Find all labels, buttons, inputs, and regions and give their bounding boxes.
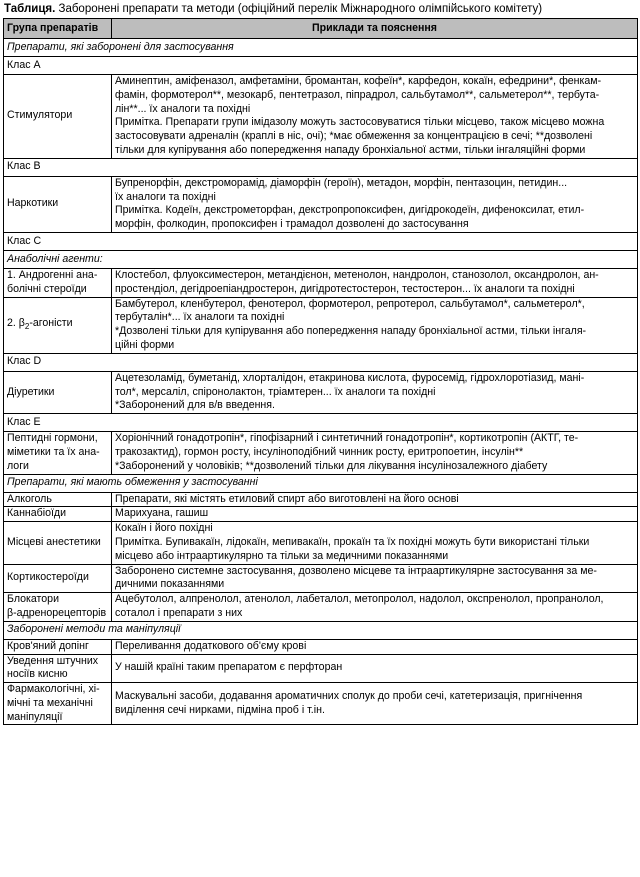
table-row: [4, 492, 638, 507]
group-cell: [4, 492, 112, 507]
group-name-line: 2. $\beta_2$-агоністи: [7, 316, 73, 331]
examples-line: тракозактид), гормон росту, інсуліноподібний чинник росту, еритропоетин, інсулін**: [115, 445, 524, 458]
table-row: [4, 371, 638, 413]
examples-line: Бупренорфін, декстроморамід, діаморфін (героїн), метадон, морфін, пентазоцин, петидин...: [115, 176, 568, 189]
group-cell: [4, 522, 112, 564]
caption-text: Заборонені препарати та методи (офіційний перелік Міжнародного олімпійського комітету): [55, 3, 543, 15]
examples-cell: [112, 654, 638, 683]
section-row: [4, 57, 638, 75]
group-name-line: носіїв кисню: [7, 668, 68, 681]
examples-line: *Заборонений для в/в введення.: [115, 399, 275, 412]
examples-cell: [112, 593, 638, 622]
examples-line: Заборонено системне застосування, дозволено місцеве та інтраартикулярне застосування за ме-: [115, 564, 597, 577]
group-cell: [4, 432, 112, 474]
group-cell: [4, 176, 112, 232]
examples-line: Аминептин, аміфеназол, амфетаміни, бромантан, кофеїн*, карфедон, кокаїн, ефедрини*, фенкам-: [115, 75, 602, 87]
examples-line: лін**... їх аналоги та похідні: [115, 102, 251, 115]
examples-line: застосовувати адреналін (краплі в ніс, очі); *має обмеження за концентрацією в сечі; **дозволені: [115, 130, 593, 143]
examples-cell: [112, 507, 638, 522]
group-cell: [4, 593, 112, 622]
examples-line: Ацебутолол, алпренолол, атенолол, лабеталол, метопролол, надолол, окспренолол, пропранолол,: [115, 593, 604, 606]
table-header-row: [4, 19, 638, 39]
examples-line: місцево або інтраартикулярно та тільки за медичними показаннями: [115, 549, 449, 562]
group-name-line: Уведення штучних: [7, 654, 99, 667]
examples-cell: [112, 639, 638, 654]
examples-cell: [112, 268, 638, 297]
examples-cell: [112, 522, 638, 564]
examples-line: *Дозволені тільки для купірування або попередження нападу бронхіальної астми, тільки інгаля-: [115, 325, 587, 338]
examples-line: Кокаїн і його похідні: [115, 522, 213, 535]
group-name-line: Стимулятори: [7, 109, 73, 122]
table-caption: [4, 0, 636, 18]
examples-line: тол*, мерсаліл, спіронолактон, тріамтерен... їх аналоги та похідні: [115, 385, 436, 398]
group-cell: [4, 564, 112, 593]
examples-cell: [112, 432, 638, 474]
group-cell: [4, 639, 112, 654]
examples-line: тільки для купірування або попередження нападу бронхіальної астми, тільки інгаляційні форми: [115, 143, 586, 156]
section-row: [4, 621, 638, 639]
group-name-line: Каннабіоїди: [7, 507, 67, 520]
table-row: [4, 432, 638, 474]
group-name-line: міметики та їх ана-: [7, 445, 100, 458]
examples-line: Примітка. Кодеїн, декстрометорфан, декстропропоксифен, дигідрокодеїн, дифеноксилат, етил-: [115, 204, 585, 217]
section-title: Клас Е: [4, 414, 638, 432]
group-name-line: β-адренорецепторів: [7, 606, 107, 619]
group-name-line: Діуретики: [7, 385, 55, 398]
group-name-line: Блокатори: [7, 593, 59, 606]
group-cell: [4, 297, 112, 353]
examples-line: соталол і препарати з них: [115, 606, 243, 619]
caption-label: Таблиця.: [4, 3, 56, 15]
examples-cell: [112, 683, 638, 725]
group-name-line: Пептидні гормони,: [7, 432, 98, 445]
examples-line: Маскувальні засоби, додавання ароматичних сполук до проби сечі, катетеризація, пригнічення: [115, 689, 583, 702]
section-title: Клас D: [4, 353, 638, 371]
examples-line: виділення сечі нирками, підміна проб і т.ін.: [115, 703, 325, 716]
section-row: [4, 474, 638, 492]
examples-line: *Заборонений у чоловіків; **дозволений тільки для лікування інсулінозалежного діабету: [115, 459, 548, 472]
table-row: [4, 654, 638, 683]
group-cell: [4, 683, 112, 725]
group-cell: [4, 75, 112, 159]
examples-line: морфін, фолкодин, пропоксифен і трамадол дозволені до застосування: [115, 218, 469, 231]
section-title: Препарати, які заборонені для застосування: [4, 39, 638, 57]
section-title: Препарати, які мають обмеження у застосуванні: [4, 474, 638, 492]
table-row: [4, 639, 638, 654]
group-name-line: Місцеві анестетики: [7, 535, 101, 548]
examples-line: Ацетезоламід, буметанід, хлорталідон, етакринова кислота, фуросемід, гідрохлоротіазид, мані-: [115, 371, 585, 384]
table-body: [4, 39, 638, 725]
table-row: [4, 268, 638, 297]
prohibited-substances-table: [3, 18, 638, 725]
examples-line: У нашій країні таким препаратом є перфторан: [115, 661, 343, 674]
group-cell: [4, 268, 112, 297]
section-row: [4, 158, 638, 176]
examples-line: Бамбутерол, кленбутерол, фенотерол, формотерол, репротерол, сальбутамол*, сальметерол*,: [115, 297, 585, 310]
table-row: [4, 75, 638, 159]
section-row: [4, 414, 638, 432]
group-name-line: Кортикостероїди: [7, 571, 89, 584]
examples-line: ційні форми: [115, 338, 175, 351]
table-row: [4, 522, 638, 564]
group-name-line: 1. Андрогенні ана-: [7, 268, 98, 281]
section-title: Клас В: [4, 158, 638, 176]
examples-line: Примітка. Бупивакаїн, лідокаїн, мепивакаїн, прокаїн та їх похідні можуть бути використані тільки: [115, 535, 590, 548]
section-row: [4, 250, 638, 268]
section-row: [4, 39, 638, 57]
examples-cell: [112, 297, 638, 353]
table-row: [4, 297, 638, 353]
table-row: [4, 564, 638, 593]
section-title: Анаболічні агенти:: [4, 250, 638, 268]
group-name-line: Наркотики: [7, 197, 59, 210]
section-title: Клас А: [4, 57, 638, 75]
group-name-line: болічні стероїди: [7, 282, 87, 295]
examples-line: простендіол, дегідроепіандростерон, дигідротестостерон, тестостерон... їх аналоги та похідні: [115, 282, 575, 295]
examples-line: тербуталін*... їх аналоги та похідні: [115, 311, 285, 324]
table-row: [4, 683, 638, 725]
group-cell: [4, 371, 112, 413]
examples-line: Хоріонічний гонадотропін*, гіпофізарний і синтетичний гонадотропін*, кортикотропін (АКТГ, те-: [115, 432, 579, 445]
examples-line: дичними показаннями: [115, 578, 225, 591]
examples-line: Препарати, які містять етиловий спирт або виготовлені на його основі: [115, 492, 459, 505]
group-name-line: мічні та механічні: [7, 696, 93, 709]
examples-line: Переливання додаткового об'єму крові: [115, 639, 307, 652]
group-name-line: маніпуляції: [7, 710, 63, 723]
section-row: [4, 353, 638, 371]
group-name-line: Фармакологічні, хі-: [7, 683, 100, 696]
group-name-line: Кров'яний допінг: [7, 639, 89, 652]
examples-line: Марихуана, гашиш: [115, 507, 209, 520]
examples-cell: [112, 564, 638, 593]
header-group: Група препаратів: [4, 19, 112, 39]
section-title: Клас С: [4, 232, 638, 250]
examples-line: Клостебол, флуоксиместерон, метандієнон, метенолон, нандролон, станозолол, оксандролон, ан-: [115, 268, 599, 281]
examples-cell: [112, 492, 638, 507]
examples-cell: [112, 371, 638, 413]
table-row: [4, 593, 638, 622]
group-name-line: логи: [7, 459, 29, 472]
table-row: [4, 507, 638, 522]
group-name-line: Алкоголь: [7, 492, 52, 505]
table-row: [4, 176, 638, 232]
section-title: Заборонені методи та маніпуляції: [4, 621, 638, 639]
examples-line: їх аналоги та похідні: [115, 190, 216, 203]
examples-line: Примітка. Препарати групи імідазолу можуть застосовуватися тільки місцево, також місцево можна: [115, 116, 605, 129]
group-cell: [4, 654, 112, 683]
section-row: [4, 232, 638, 250]
examples-line: фамін, формотерол**, мезокарб, пентетразол, піпрадрол, сальбутамол**, сальметерол**, тербута-: [115, 88, 600, 101]
header-examples: Приклади та пояснення: [112, 19, 638, 39]
examples-cell: [112, 75, 638, 159]
group-cell: [4, 507, 112, 522]
examples-cell: [112, 176, 638, 232]
